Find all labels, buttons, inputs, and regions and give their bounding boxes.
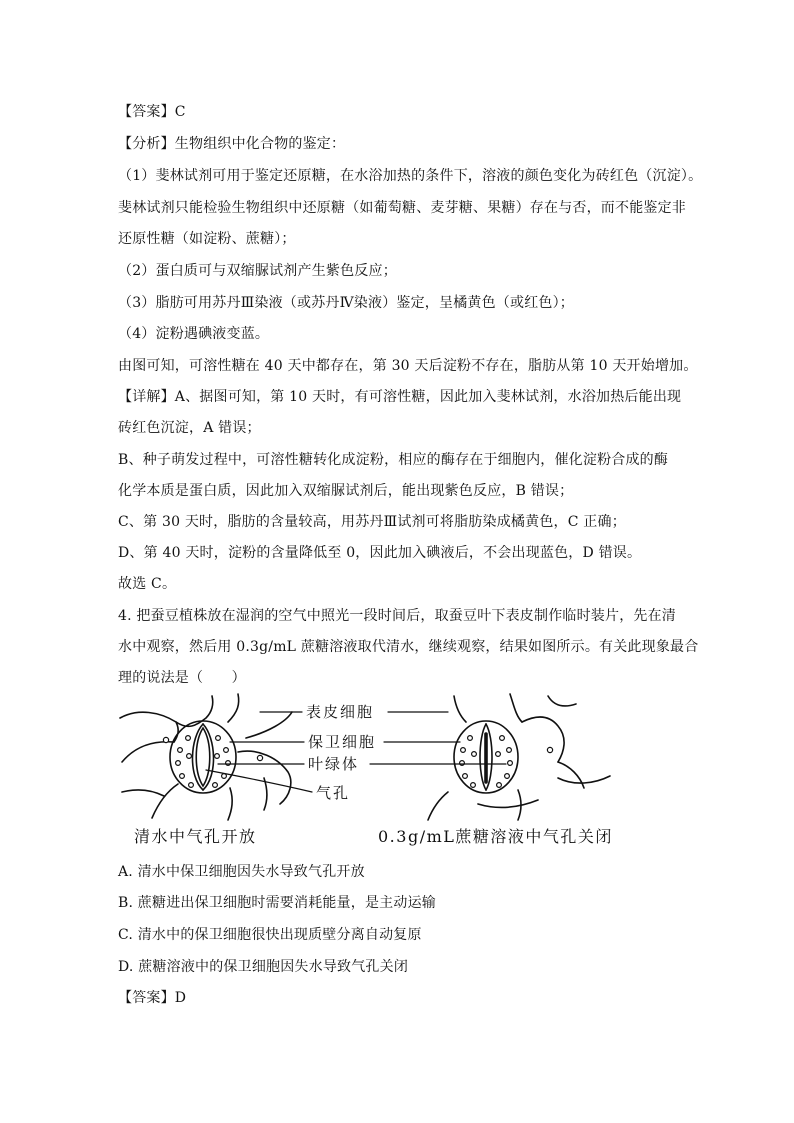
caption-open-stoma: 清水中气孔开放 bbox=[134, 827, 257, 846]
analysis-summary: 由图可知，可溶性糖在 40 天中都存在，第 30 天后淀粉不存在，脂肪从第 10 天开始增加。 bbox=[118, 358, 698, 374]
question-stem: 4. 把蚕豆植株放在湿润的空气中照光一段时间后，取蚕豆叶下表皮制作临时装片，先在清 bbox=[118, 608, 677, 624]
answer: 【答案】D bbox=[118, 990, 187, 1006]
analysis-point-1-cont: 斐林试剂只能检验生物组织中还原糖（如葡萄糖、麦芽糖、果糖）存在与否，而不能鉴定非 bbox=[118, 200, 686, 216]
label-guard-cell: 保卫细胞 bbox=[308, 733, 377, 751]
analysis-point-1: （1）斐林试剂可用于鉴定还原糖，在水浴加热的条件下，溶液的颜色变化为砖红色（沉淀）。 bbox=[118, 168, 703, 184]
caption-closed-stoma: 0.3g/mL蔗糖溶液中气孔关闭 bbox=[378, 827, 613, 846]
chloroplasts-right bbox=[460, 736, 553, 788]
question-stem-cont: 理的说法是（ ） bbox=[118, 670, 246, 686]
detail-d: D、第 40 天时，淀粉的含量降低至 0，因此加入碘液后，不会出现蓝色，D 错误。 bbox=[118, 545, 642, 561]
option-d: D. 蔗糖溶液中的保卫细胞因失水导致气孔关闭 bbox=[118, 959, 409, 975]
question-stem-cont: 水中观察，然后用 0.3g/mL 蔗糖溶液取代清水，继续观察，结果如图所示。有关此现象最合 bbox=[118, 639, 699, 655]
detail-b: B、种子萌发过程中，可溶性糖转化成淀粉，相应的酶存在于细胞内，催化淀粉合成的酶 bbox=[118, 452, 669, 468]
analysis-point-4: （4）淀粉遇碘液变蓝。 bbox=[118, 326, 270, 342]
guard-cells-left bbox=[170, 721, 236, 793]
analysis-point-1-cont: 还原性糖（如淀粉、蔗糖）； bbox=[118, 231, 296, 247]
guard-cells-right bbox=[454, 721, 518, 793]
label-chloroplast: 叶绿体 bbox=[308, 755, 360, 773]
detail-a: 【详解】A、据图可知，第 10 天时，有可溶性糖，因此加入斐林试剂，水浴加热后能出现 bbox=[118, 389, 682, 405]
label-stoma: 气孔 bbox=[316, 784, 351, 802]
label-epidermal-cell: 表皮细胞 bbox=[306, 703, 375, 721]
prev-answer: 【答案】C bbox=[118, 104, 186, 120]
detail-c: C、第 30 天时，脂肪的含量较高，用苏丹Ⅲ试剂可将脂肪染成橘黄色，C 正确； bbox=[118, 514, 626, 530]
option-a: A. 清水中保卫细胞因失水导致气孔开放 bbox=[118, 864, 365, 880]
analysis-point-2: （2）蛋白质可与双缩脲试剂产生紫色反应； bbox=[118, 263, 397, 279]
epidermal-cells-right bbox=[428, 694, 610, 820]
option-b: B. 蔗糖进出保卫细胞时需要消耗能量，是主动运输 bbox=[118, 895, 436, 911]
option-c: C. 清水中的保卫细胞很快出现质壁分离自动复原 bbox=[118, 927, 422, 943]
detail-b-cont: 化学本质是蛋白质，因此加入双缩脲试剂后，能出现紫色反应，B 错误； bbox=[118, 483, 574, 499]
detail-a-cont: 砖红色沉淀，A 错误； bbox=[118, 420, 261, 436]
detail-conclusion: 故选 C。 bbox=[118, 576, 177, 592]
analysis-point-3: （3）脂肪可用苏丹Ⅲ染液（或苏丹Ⅳ染液）鉴定，呈橘黄色（或红色）； bbox=[118, 295, 574, 311]
analysis-title: 【分析】生物组织中化合物的鉴定： bbox=[118, 136, 346, 152]
stomata-diagram bbox=[118, 692, 638, 822]
